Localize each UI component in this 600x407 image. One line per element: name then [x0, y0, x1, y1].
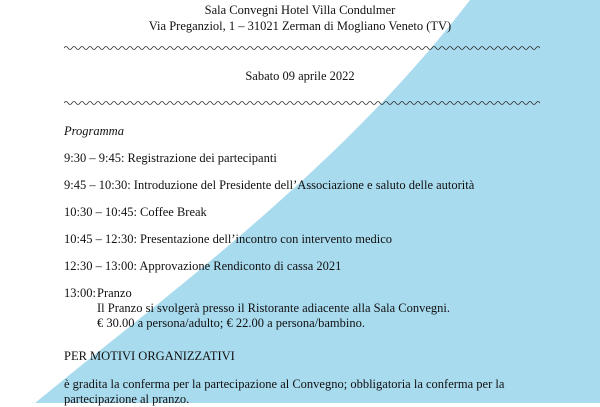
notice-line-2: partecipazione al pranzo.: [64, 392, 190, 406]
programma-heading: Programma: [64, 124, 124, 138]
schedule-time: 12:30 – 13:00:: [64, 259, 137, 273]
venue-name: Sala Convegni Hotel Villa Condulmer: [204, 3, 396, 17]
venue-address: Via Preganziol, 1 – 31021 Zerman di Mogliano Veneto (TV): [148, 19, 452, 33]
pranzo-location: Il Pranzo si svolgerà presso il Ristorante adiacente alla Sala Convegni.: [97, 301, 451, 315]
event-date: Sabato 09 aprile 2022: [245, 69, 355, 83]
schedule-text: Coffee Break: [140, 205, 207, 219]
notice-heading: PER MOTIVI ORGANIZZATIVI: [64, 349, 235, 363]
pranzo-time: 13:00:: [64, 286, 96, 300]
pranzo-title: Pranzo: [97, 286, 132, 300]
schedule-item: [64, 178, 474, 193]
schedule-text: Registrazione dei partecipanti: [127, 151, 277, 165]
schedule-item: [64, 151, 277, 166]
tilde-divider-top: [64, 45, 540, 51]
notice-line-1: è gradita la conferma per la partecipazione al Convegno; obbligatoria la conferma per la: [64, 377, 505, 391]
schedule-time: 9:45 – 10:30:: [64, 178, 131, 192]
schedule-text: Presentazione dell’incontro con intervento medico: [140, 232, 393, 246]
schedule-time: 10:30 – 10:45:: [64, 205, 137, 219]
schedule-text: Introduzione del Presidente dell’Associazione e saluto delle autorità: [133, 178, 475, 192]
schedule-item: [64, 232, 392, 247]
schedule-time: 9:30 – 9:45:: [64, 151, 125, 165]
pranzo-prices: € 30.00 a persona/adulto; € 22.00 a persona/bambino.: [97, 316, 365, 330]
schedule-item: [64, 205, 207, 220]
schedule-item: [64, 259, 341, 274]
schedule-text: Approvazione Rendiconto di cassa 2021: [139, 259, 342, 273]
tilde-divider-bottom: [64, 100, 540, 106]
schedule-time: 10:45 – 12:30:: [64, 232, 137, 246]
